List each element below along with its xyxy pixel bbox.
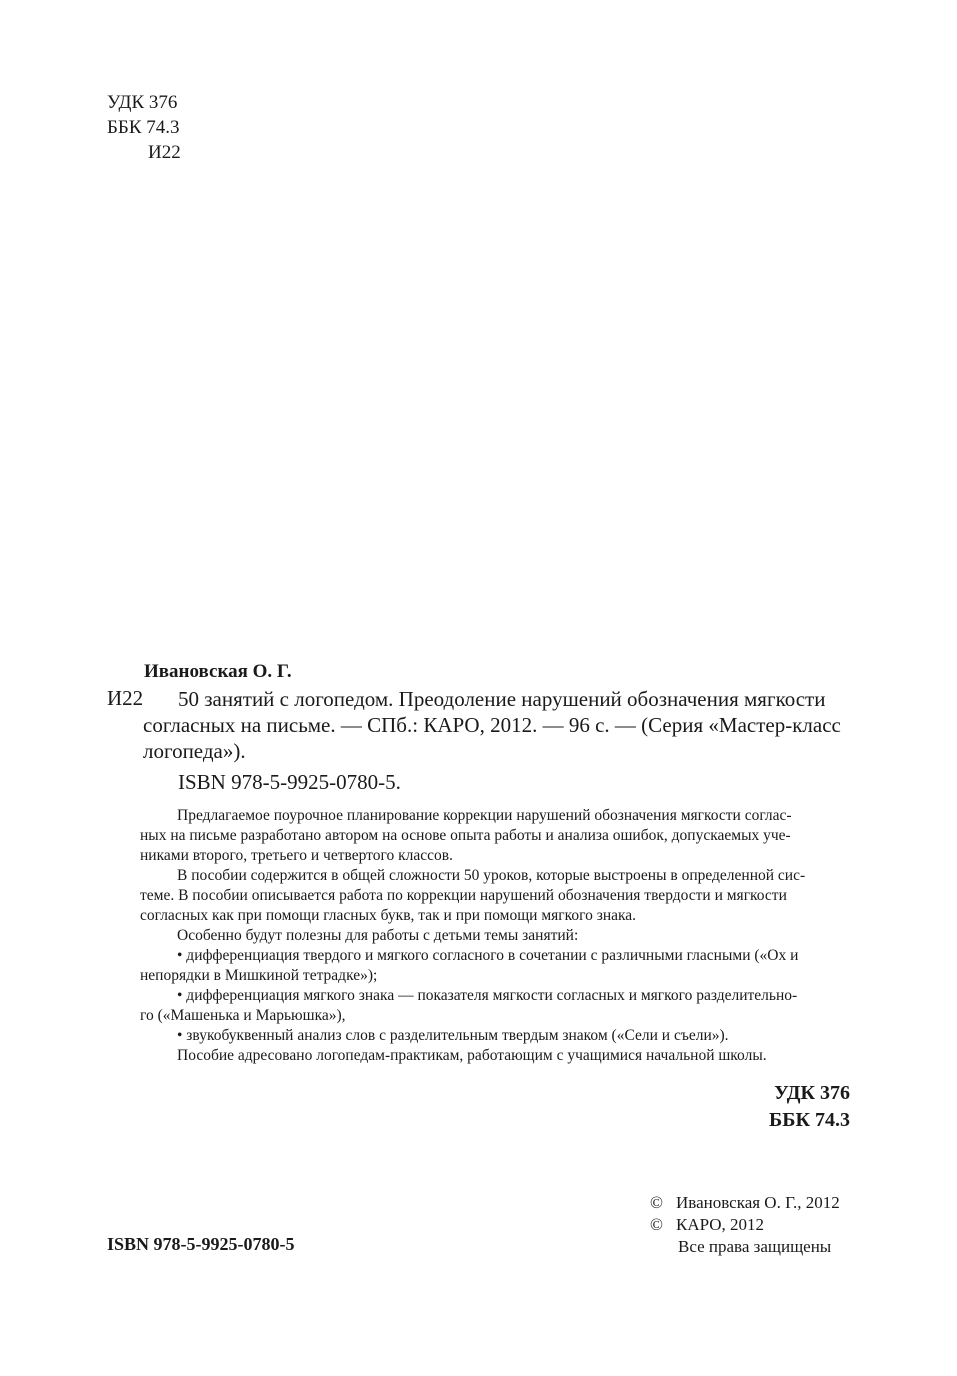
annotation-line: непорядки в Мишкиной тетрадке»); bbox=[140, 967, 378, 984]
bibliographic-title bbox=[143, 686, 853, 764]
isbn-bottom: ISBN 978-5-9925-0780-5 bbox=[107, 1234, 295, 1254]
isbn-main: ISBN 978-5-9925-0780-5. bbox=[178, 770, 401, 794]
annotation-line: согласных как при помощи гласных букв, так и при помощи мягкого знака. bbox=[140, 907, 637, 924]
author-mark: И22 bbox=[148, 142, 181, 163]
all-rights-reserved: Все права защищены bbox=[678, 1237, 832, 1256]
copyright-publisher bbox=[650, 1214, 840, 1236]
udk-code-bold: УДК 376 bbox=[774, 1082, 850, 1104]
annotation-line: го («Машенька и Марьюшка»), bbox=[140, 1007, 346, 1024]
author-name: Ивановская О. Г. bbox=[144, 661, 292, 682]
annotation-line: теме. В пособии описывается работа по коррекции нарушений обозначения твердости и мягкости bbox=[140, 887, 787, 904]
annotation bbox=[140, 806, 852, 1066]
annotation-line: никами второго, третьего и четвертого классов. bbox=[140, 847, 453, 864]
annotation-line: ных на письме разработано автором на основе опыта работы и анализа ошибок, допускаемых уче- bbox=[140, 827, 791, 844]
annotation-line: • звукобуквенный анализ слов с разделительным твердым знаком («Сели и съели»). bbox=[177, 1027, 729, 1044]
copyright-symbol: © bbox=[650, 1193, 663, 1212]
copyright-symbol: © bbox=[650, 1215, 663, 1234]
copyright-publisher-text: КАРО, 2012 bbox=[676, 1215, 765, 1234]
bbk-code-bold: ББК 74.3 bbox=[769, 1109, 850, 1131]
annotation-line: • дифференциация мягкого знака — показателя мягкости согласных и мягкого разделительно- bbox=[177, 987, 798, 1004]
annotation-line: Предлагаемое поурочное планирование коррекции нарушений обозначения мягкости соглас- bbox=[177, 807, 792, 824]
annotation-line: Особенно будут полезны для работы с детьми темы занятий: bbox=[177, 927, 579, 944]
copyright-author bbox=[650, 1192, 840, 1214]
annotation-line: В пособии содержится в общей сложности 50 уроков, которые выстроены в определенной сис- bbox=[177, 867, 806, 884]
top-classification-codes bbox=[107, 90, 181, 165]
title-line: 50 занятий с логопедом. Преодоление нарушений обозначения мягкости bbox=[178, 687, 826, 711]
bottom-classification-codes bbox=[769, 1080, 850, 1134]
udk-code: УДК 376 bbox=[107, 92, 178, 113]
author-mark-inline: И22 bbox=[107, 686, 144, 710]
copyright-author-text: Ивановская О. Г., 2012 bbox=[676, 1193, 840, 1212]
annotation-line: • дифференциация твердого и мягкого согласного в сочетании с различными гласными («Ох и bbox=[177, 947, 799, 964]
copyright-block bbox=[650, 1192, 840, 1258]
bbk-code: ББК 74.3 bbox=[107, 117, 180, 138]
title-line: логопеда»). bbox=[143, 739, 246, 763]
title-line: согласных на письме. — СПб.: КАРО, 2012. — 96 с. — (Серия «Мастер-класс bbox=[143, 713, 841, 737]
annotation-line: Пособие адресовано логопедам-практикам, работающим с учащимися начальной школы. bbox=[177, 1047, 767, 1064]
